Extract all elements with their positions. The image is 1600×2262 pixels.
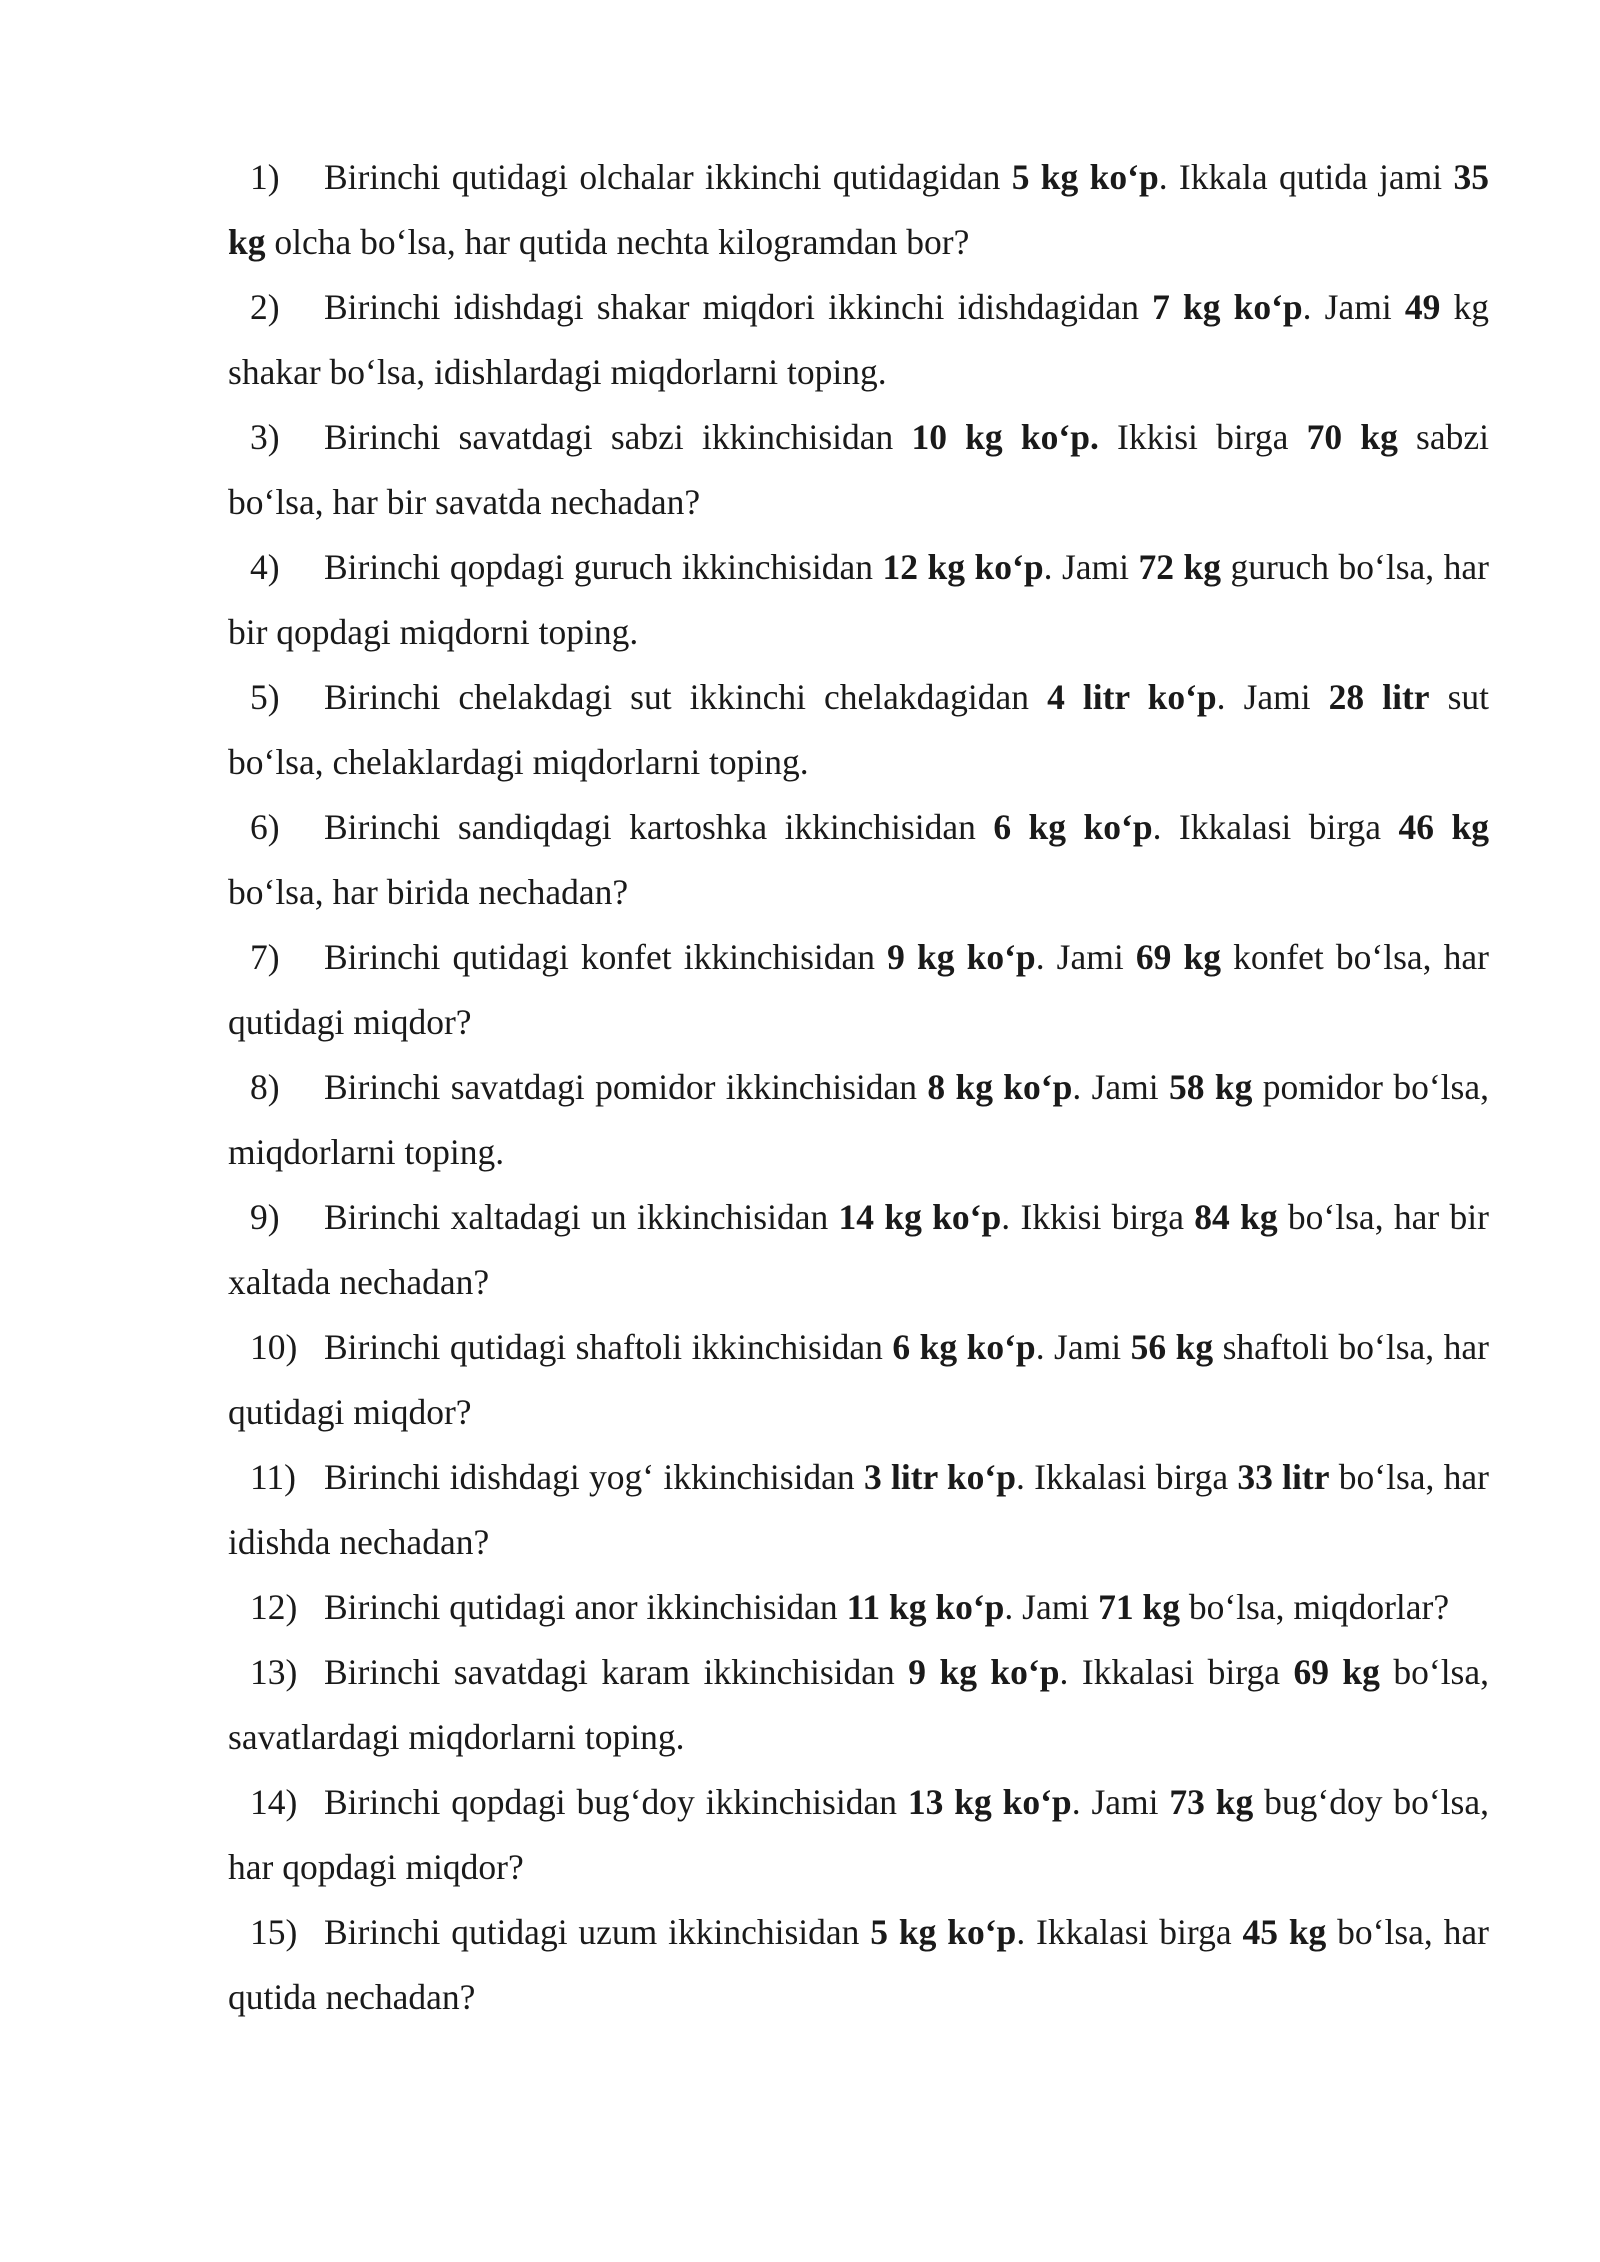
problem-quantity: 49 [1404, 287, 1441, 327]
problem-text: pomidor bo‘lsa, miqdorlarni toping. [228, 1067, 1489, 1172]
problem-text: Birinchi qopdagi bug‘doy ikkinchisidan [324, 1782, 908, 1822]
problem-text: . Jami [1035, 1327, 1131, 1367]
problem-item [228, 145, 1489, 275]
problem-text: Ikkisi birga [1098, 417, 1307, 457]
problem-quantity: 69 kg [1135, 937, 1221, 977]
problem-text: bo‘lsa, har birida nechadan? [228, 872, 629, 912]
problem-text: . Jami [1071, 1782, 1170, 1822]
problem-text: . Jami [1072, 1067, 1169, 1107]
problem-quantity: 70 kg [1306, 417, 1398, 457]
problem-quantity: 84 kg [1194, 1197, 1278, 1237]
problem-quantity: 9 kg ko‘p [887, 937, 1036, 977]
problem-number: 10) [250, 1327, 298, 1367]
problem-text: Birinchi qutidagi konfet ikkinchisidan [324, 937, 888, 977]
problem-number: 14) [250, 1782, 298, 1822]
problem-quantity: 11 kg ko‘p [846, 1587, 1005, 1627]
problem-number: 5) [250, 677, 280, 717]
problem-text: . Jami [1302, 287, 1405, 327]
problem-quantity: 46 kg [1398, 807, 1489, 847]
problem-quantity: 56 kg [1130, 1327, 1214, 1367]
problem-quantity: 73 kg [1169, 1782, 1254, 1822]
problem-text: bo‘lsa, har idishda nechadan? [228, 1457, 1489, 1562]
problem-text: . Ikkisi birga [1001, 1197, 1195, 1237]
problem-text: . Jami [1004, 1587, 1099, 1627]
problem-quantity: 9 kg ko‘p [908, 1652, 1060, 1692]
problem-text: bo‘lsa, har bir xaltada nechadan? [228, 1197, 1489, 1302]
problem-number: 11) [250, 1457, 297, 1497]
problem-quantity: 13 kg ko‘p [907, 1782, 1072, 1822]
problem-quantity: 6 kg ko‘p [993, 807, 1153, 847]
problem-quantity: 33 litr [1237, 1457, 1330, 1497]
problem-text: kg shakar bo‘lsa, idishlardagi miqdorlarni toping. [228, 287, 1489, 392]
problem-number: 12) [250, 1587, 298, 1627]
problem-quantity: 72 kg [1138, 547, 1221, 587]
problem-item [228, 1055, 1489, 1185]
problem-text: Birinchi idishdagi shakar miqdori ikkinchi idishdagidan [324, 287, 1153, 327]
problem-item [228, 1640, 1489, 1770]
problem-text: Birinchi sandiqdagi kartoshka ikkinchisidan [324, 807, 994, 847]
problem-text: . Jami [1043, 547, 1139, 587]
problem-number: 8) [250, 1067, 280, 1107]
problem-number: 4) [250, 547, 280, 587]
problem-item [228, 405, 1489, 535]
problem-text: Birinchi savatdagi sabzi ikkinchisidan [324, 417, 912, 457]
problem-quantity: 10 kg ko‘p. [911, 417, 1099, 457]
problem-text: Birinchi idishdagi yog‘ ikkinchisidan [324, 1457, 864, 1497]
problem-quantity: 12 kg ko‘p [882, 547, 1044, 587]
problem-text: sabzi bo‘lsa, har bir savatda nechadan? [228, 417, 1489, 522]
problem-quantity: 5 kg ko‘p [870, 1912, 1017, 1952]
problem-text: Birinchi qutidagi anor ikkinchisidan [324, 1587, 847, 1627]
problem-list [228, 145, 1489, 2030]
problem-text: Birinchi qutidagi shaftoli ikkinchisidan [324, 1327, 893, 1367]
problem-item [228, 1575, 1489, 1640]
problem-text: bo‘lsa, har qutida nechadan? [228, 1912, 1489, 2017]
problem-text: Birinchi xaltadagi un ikkinchisidan [324, 1197, 839, 1237]
problem-number: 13) [250, 1652, 298, 1692]
problem-text: bug‘doy bo‘lsa, har qopdagi miqdor? [228, 1782, 1489, 1887]
problem-text: Birinchi qutidagi olchalar ikkinchi qutidagidan [324, 157, 1012, 197]
problem-text: konfet bo‘lsa, har qutidagi miqdor? [228, 937, 1489, 1042]
problem-quantity: 3 litr ko‘p [863, 1457, 1016, 1497]
problem-text: Birinchi qopdagi guruch ikkinchisidan [324, 547, 883, 587]
problem-text: . Ikkalasi birga [1059, 1652, 1294, 1692]
problem-text: Birinchi qutidagi uzum ikkinchisidan [324, 1912, 871, 1952]
problem-text: Birinchi savatdagi pomidor ikkinchisidan [324, 1067, 928, 1107]
problem-item [228, 1445, 1489, 1575]
problem-quantity: 8 kg ko‘p [927, 1067, 1073, 1107]
problem-text: bo‘lsa, miqdorlar? [1179, 1587, 1450, 1627]
problem-quantity: 35 kg [228, 157, 1489, 262]
problem-text: . Jami [1216, 677, 1329, 717]
problem-quantity: 14 kg ko‘p [838, 1197, 1002, 1237]
problem-quantity: 28 litr [1328, 677, 1430, 717]
problem-quantity: 71 kg [1098, 1587, 1180, 1627]
problem-quantity: 45 kg [1242, 1912, 1327, 1952]
problem-quantity: 69 kg [1293, 1652, 1380, 1692]
problem-text: bo‘lsa, savatlardagi miqdorlarni toping. [228, 1652, 1490, 1757]
problem-item [228, 925, 1489, 1055]
problem-number: 3) [250, 417, 280, 457]
problem-item [228, 1315, 1489, 1445]
problem-number: 1) [250, 157, 280, 197]
problem-number: 15) [250, 1912, 298, 1952]
problem-quantity: 4 litr ko‘p [1047, 677, 1217, 717]
problem-quantity: 58 kg [1169, 1067, 1253, 1107]
problem-text: . Ikkalasi birga [1016, 1912, 1243, 1952]
problem-item [228, 1185, 1489, 1315]
problem-text: Birinchi chelakdagi sut ikkinchi chelakdagidan [324, 677, 1048, 717]
problem-text: shaftoli bo‘lsa, har qutidagi miqdor? [228, 1327, 1489, 1432]
problem-number: 2) [250, 287, 280, 327]
problem-text: . Ikkala qutida jami [1158, 157, 1454, 197]
problem-quantity: 5 kg ko‘p [1011, 157, 1159, 197]
problem-item [228, 665, 1489, 795]
problem-item [228, 1770, 1489, 1900]
problem-text: olcha bo‘lsa, har qutida nechta kilogramdan bor? [265, 222, 970, 262]
problem-item [228, 1900, 1489, 2030]
problem-text: sut bo‘lsa, chelaklardagi miqdorlarni toping. [228, 677, 1489, 782]
problem-text: . Ikkalasi birga [1016, 1457, 1238, 1497]
problem-item [228, 275, 1489, 405]
problem-item [228, 795, 1489, 925]
problem-text: Birinchi savatdagi karam ikkinchisidan [324, 1652, 909, 1692]
problem-number: 6) [250, 807, 280, 847]
problem-number: 9) [250, 1197, 280, 1237]
problem-text: . Jami [1035, 937, 1136, 977]
problem-quantity: 7 kg ko‘p [1152, 287, 1303, 327]
problem-text: . Ikkalasi birga [1152, 807, 1399, 847]
problem-item [228, 535, 1489, 665]
problem-quantity: 6 kg ko‘p [892, 1327, 1036, 1367]
problem-text: guruch bo‘lsa, har bir qopdagi miqdorni toping. [228, 547, 1489, 652]
problem-number: 7) [250, 937, 280, 977]
